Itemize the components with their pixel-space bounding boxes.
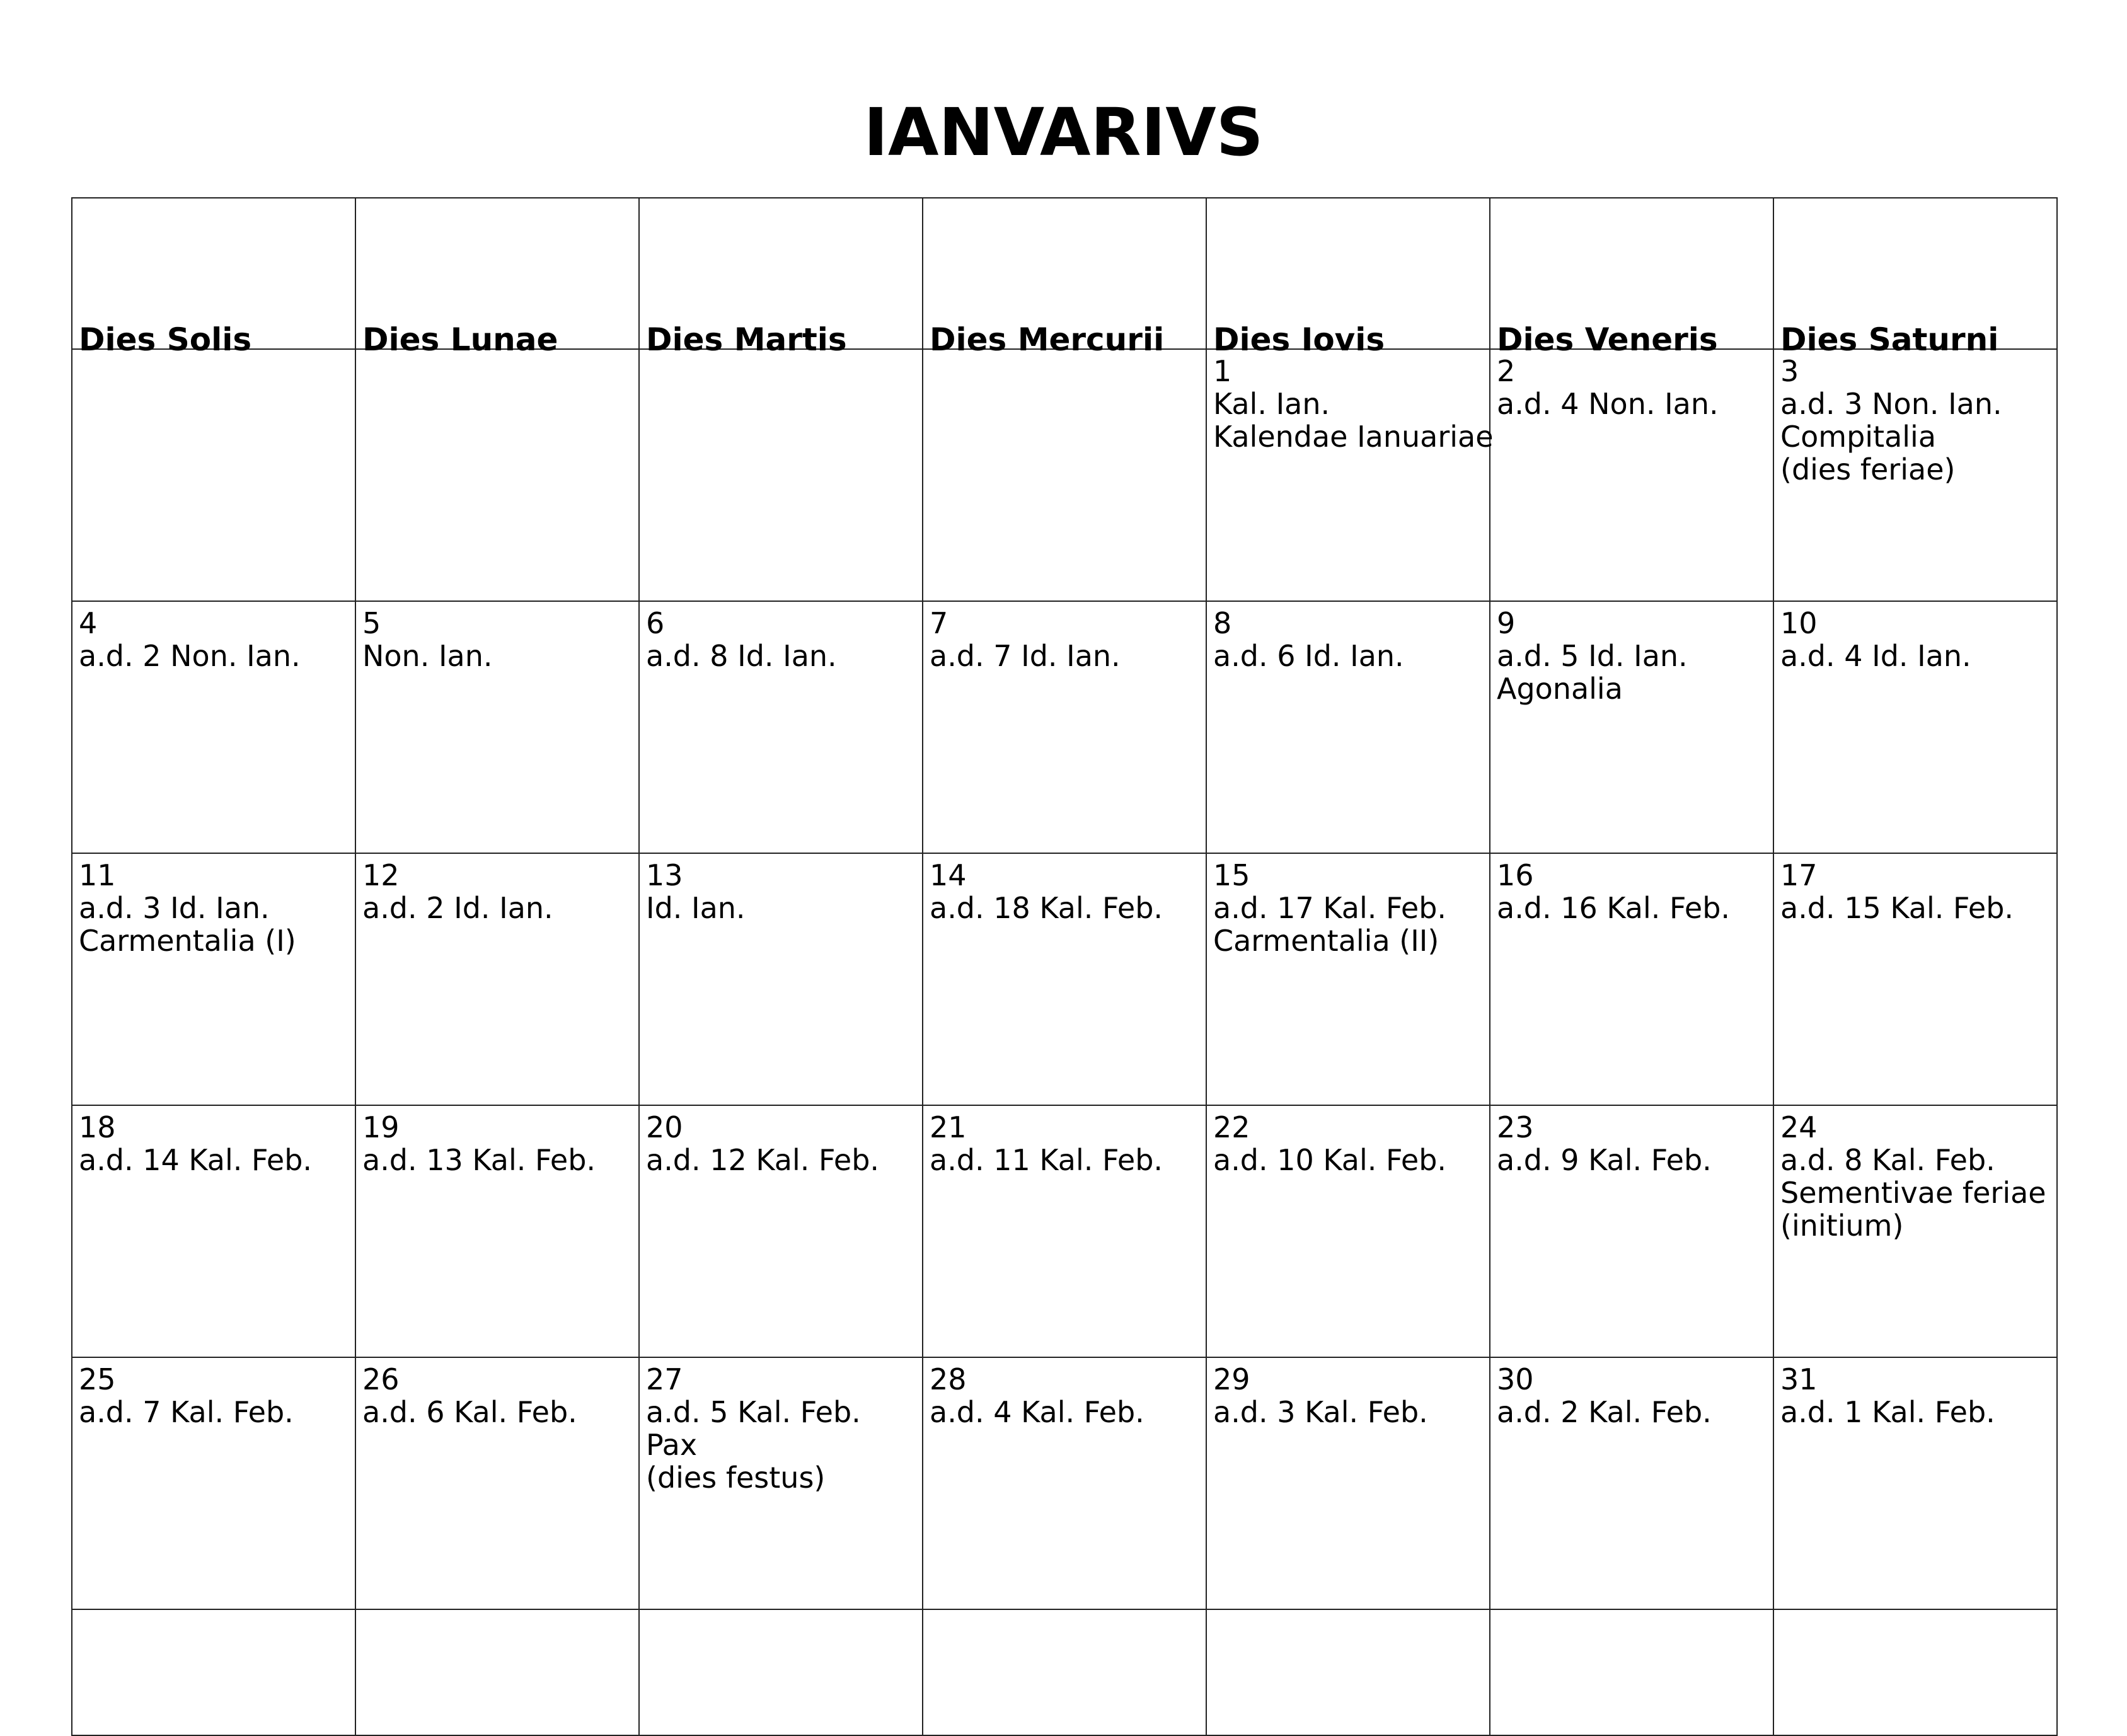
day-cell [1207, 1106, 1490, 1358]
day-number: 4 [79, 606, 98, 640]
day-cell [640, 1358, 923, 1610]
weekday-label: Dies Veneris [1497, 321, 1718, 358]
roman-date: a.d. 2 Non. Ian. [79, 639, 301, 673]
day-cell [1774, 350, 2058, 602]
day-cell [1207, 602, 1490, 854]
day-number: 26 [362, 1362, 400, 1396]
roman-date: a.d. 17 Kal. Feb. [1213, 891, 1447, 925]
roman-date: a.d. 3 Id. Ian. [79, 891, 270, 925]
day-cell [923, 602, 1207, 854]
festival-label: Carmentalia (I) [79, 924, 296, 958]
roman-date: a.d. 8 Id. Ian. [646, 639, 837, 673]
day-cell [72, 854, 356, 1106]
day-cell [640, 602, 923, 854]
day-number: 30 [1497, 1362, 1534, 1396]
day-number: 23 [1497, 1110, 1534, 1144]
empty-day-cell [640, 350, 923, 602]
day-cell [1774, 1358, 2058, 1610]
weekday-label: Dies Mercurii [930, 321, 1165, 358]
roman-date: a.d. 2 Id. Ian. [362, 891, 553, 925]
weekday-header-tuesday [640, 198, 923, 358]
roman-date: Non. Ian. [362, 639, 493, 673]
festival-label: Carmentalia (II) [1213, 924, 1439, 958]
day-number: 3 [1780, 354, 1799, 388]
festival-label: (dies festus) [646, 1461, 826, 1495]
page-title: IANVARIVS [863, 94, 1264, 171]
empty-day-cell [356, 1610, 640, 1736]
roman-date: a.d. 9 Kal. Feb. [1497, 1143, 1712, 1177]
festival-label: (dies feriae) [1780, 452, 1956, 486]
weekday-label: Dies Martis [646, 321, 847, 358]
day-number: 10 [1780, 606, 1818, 640]
day-cell [1490, 1106, 1774, 1358]
roman-date: a.d. 10 Kal. Feb. [1213, 1143, 1447, 1177]
day-cell [1207, 854, 1490, 1106]
roman-date: a.d. 8 Kal. Feb. [1780, 1143, 1995, 1177]
day-number: 2 [1497, 354, 1516, 388]
roman-date: a.d. 13 Kal. Feb. [362, 1143, 596, 1177]
roman-date: a.d. 18 Kal. Feb. [930, 891, 1163, 925]
day-cell [1207, 1358, 1490, 1610]
weekday-label: Dies Lunae [362, 321, 558, 358]
day-cell [1490, 602, 1774, 854]
day-number: 19 [362, 1110, 400, 1144]
day-cell [1207, 350, 1494, 602]
day-cell [72, 1358, 356, 1610]
roman-date: a.d. 14 Kal. Feb. [79, 1143, 313, 1177]
day-number: 28 [930, 1362, 967, 1396]
roman-date: a.d. 4 Id. Ian. [1780, 639, 1971, 673]
day-number: 15 [1213, 858, 1250, 892]
day-cell [1774, 602, 2058, 854]
day-number: 9 [1497, 606, 1516, 640]
weekday-label: Dies Solis [79, 321, 252, 358]
day-cell [356, 1106, 640, 1358]
day-cell [1774, 1106, 2058, 1358]
roman-date: a.d. 15 Kal. Feb. [1780, 891, 2014, 925]
day-number: 11 [79, 858, 116, 892]
roman-date: a.d. 5 Kal. Feb. [646, 1395, 861, 1429]
roman-date: a.d. 11 Kal. Feb. [930, 1143, 1163, 1177]
festival-label: Compitalia [1780, 420, 1937, 454]
day-cell [356, 854, 640, 1106]
weekday-header-thursday [1207, 198, 1490, 358]
day-number: 24 [1780, 1110, 1818, 1144]
festival-label: (initium) [1780, 1209, 1904, 1243]
empty-day-cell [72, 350, 356, 602]
empty-day-cell [923, 1610, 1207, 1736]
weekday-header-sunday [72, 198, 356, 358]
festival-label: Agonalia [1497, 672, 1623, 706]
day-number: 20 [646, 1110, 683, 1144]
roman-date: a.d. 16 Kal. Feb. [1497, 891, 1731, 925]
day-cell [923, 1106, 1207, 1358]
day-cell [356, 1358, 640, 1610]
day-number: 5 [362, 606, 381, 640]
empty-day-cell [72, 1610, 356, 1736]
day-number: 31 [1780, 1362, 1818, 1396]
weekday-header-monday [356, 198, 640, 358]
empty-day-cell [640, 1610, 923, 1736]
empty-day-cell [1490, 1610, 1774, 1736]
day-cell [72, 1106, 356, 1358]
roman-date: a.d. 2 Kal. Feb. [1497, 1395, 1712, 1429]
day-cell [640, 854, 923, 1106]
day-cell [923, 854, 1207, 1106]
roman-date: a.d. 7 Kal. Feb. [79, 1395, 294, 1429]
roman-date: a.d. 3 Kal. Feb. [1213, 1395, 1428, 1429]
day-number: 21 [930, 1110, 967, 1144]
roman-date: a.d. 1 Kal. Feb. [1780, 1395, 1995, 1429]
weekday-label: Dies Iovis [1213, 321, 1385, 358]
day-number: 25 [79, 1362, 116, 1396]
empty-day-cell [356, 350, 640, 602]
day-cell [72, 602, 356, 854]
day-number: 18 [79, 1110, 116, 1144]
weekday-label: Dies Saturni [1780, 321, 1999, 358]
roman-date: a.d. 4 Kal. Feb. [930, 1395, 1144, 1429]
day-cell [1490, 854, 1774, 1106]
day-cell [1774, 854, 2058, 1106]
roman-date: a.d. 6 Kal. Feb. [362, 1395, 577, 1429]
weekday-header-wednesday [923, 198, 1207, 358]
roman-date: a.d. 7 Id. Ian. [930, 639, 1121, 673]
day-number: 12 [362, 858, 400, 892]
festival-label: Sementivae feriae [1780, 1176, 2046, 1210]
day-number: 14 [930, 858, 967, 892]
empty-day-cell [1774, 1610, 2058, 1736]
roman-date: a.d. 12 Kal. Feb. [646, 1143, 880, 1177]
roman-date: a.d. 5 Id. Ian. [1497, 639, 1688, 673]
day-number: 13 [646, 858, 683, 892]
roman-date: a.d. 4 Non. Ian. [1497, 387, 1719, 421]
festival-label: Kalendae Ianuariae [1213, 420, 1494, 454]
weekday-header-saturday [1774, 198, 2058, 358]
day-number: 16 [1497, 858, 1534, 892]
roman-date: Kal. Ian. [1213, 387, 1330, 421]
day-number: 7 [930, 606, 948, 640]
day-number: 1 [1213, 354, 1232, 388]
day-number: 8 [1213, 606, 1232, 640]
day-number: 27 [646, 1362, 683, 1396]
day-number: 17 [1780, 858, 1818, 892]
day-cell [356, 602, 640, 854]
day-cell [1490, 1358, 1774, 1610]
calendar-grid [71, 197, 2058, 1736]
weekday-header-friday [1490, 198, 1774, 358]
festival-label: Pax [646, 1428, 698, 1462]
empty-day-cell [923, 350, 1207, 602]
day-cell [640, 1106, 923, 1358]
day-cell [1490, 350, 1774, 602]
roman-date: a.d. 6 Id. Ian. [1213, 639, 1404, 673]
roman-date: a.d. 3 Non. Ian. [1780, 387, 2002, 421]
empty-day-cell [1207, 1610, 1490, 1736]
day-number: 22 [1213, 1110, 1250, 1144]
day-number: 6 [646, 606, 665, 640]
roman-date: Id. Ian. [646, 891, 746, 925]
day-cell [923, 1358, 1207, 1610]
day-number: 29 [1213, 1362, 1250, 1396]
